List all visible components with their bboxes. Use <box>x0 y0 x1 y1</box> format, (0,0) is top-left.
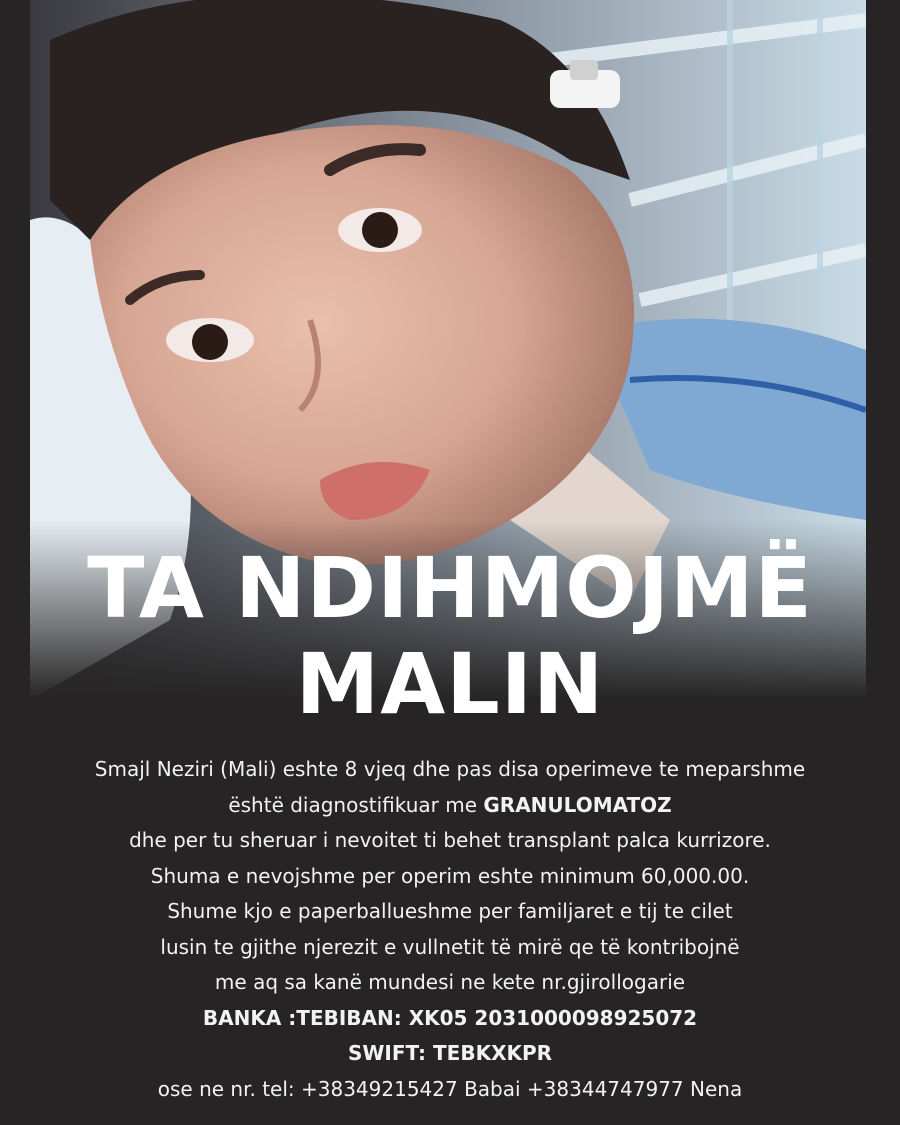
appeal-line-3: dhe per tu sheruar i nevoitet ti behet transplant palca kurrizore. <box>129 828 771 852</box>
bank-account-line: BANKA :TEBIBAN: XK05 2031000098925072 <box>202 1005 698 1030</box>
appeal-line-4: Shuma e nevojshme per operim eshte minimum 60,000.00. <box>150 863 750 888</box>
appeal-line-5: Shume kjo e paperballueshme per familjaret e tij te cilet <box>167 899 733 923</box>
headline-line-1: TA NDIHMOJMË <box>87 539 813 637</box>
swift-code-line: SWIFT: TEBKXKPR <box>347 1041 553 1065</box>
appeal-line-1: Smajl Neziri (Mali) eshte 8 vjeq dhe pas disa operimeve te meparshme <box>94 757 806 781</box>
appeal-text <box>0 752 900 1107</box>
appeal-line-2 <box>0 788 900 824</box>
headline-line-2: MALIN <box>295 635 605 733</box>
appeal-line-7: me aq sa kanë mundesi ne kete nr.gjirollogarie <box>214 970 686 994</box>
appeal-line-6: lusin te gjithe njerezit e vullnetit të mirë qe të kontribojnë <box>160 934 740 959</box>
diagnosis-intro: është diagnostifikuar me <box>228 792 478 817</box>
diagnosis-name: GRANULOMATOZ <box>483 792 672 817</box>
phone-contact-line: ose ne nr. tel: +38349215427 Babai +38344747977 Nena <box>157 1076 743 1101</box>
